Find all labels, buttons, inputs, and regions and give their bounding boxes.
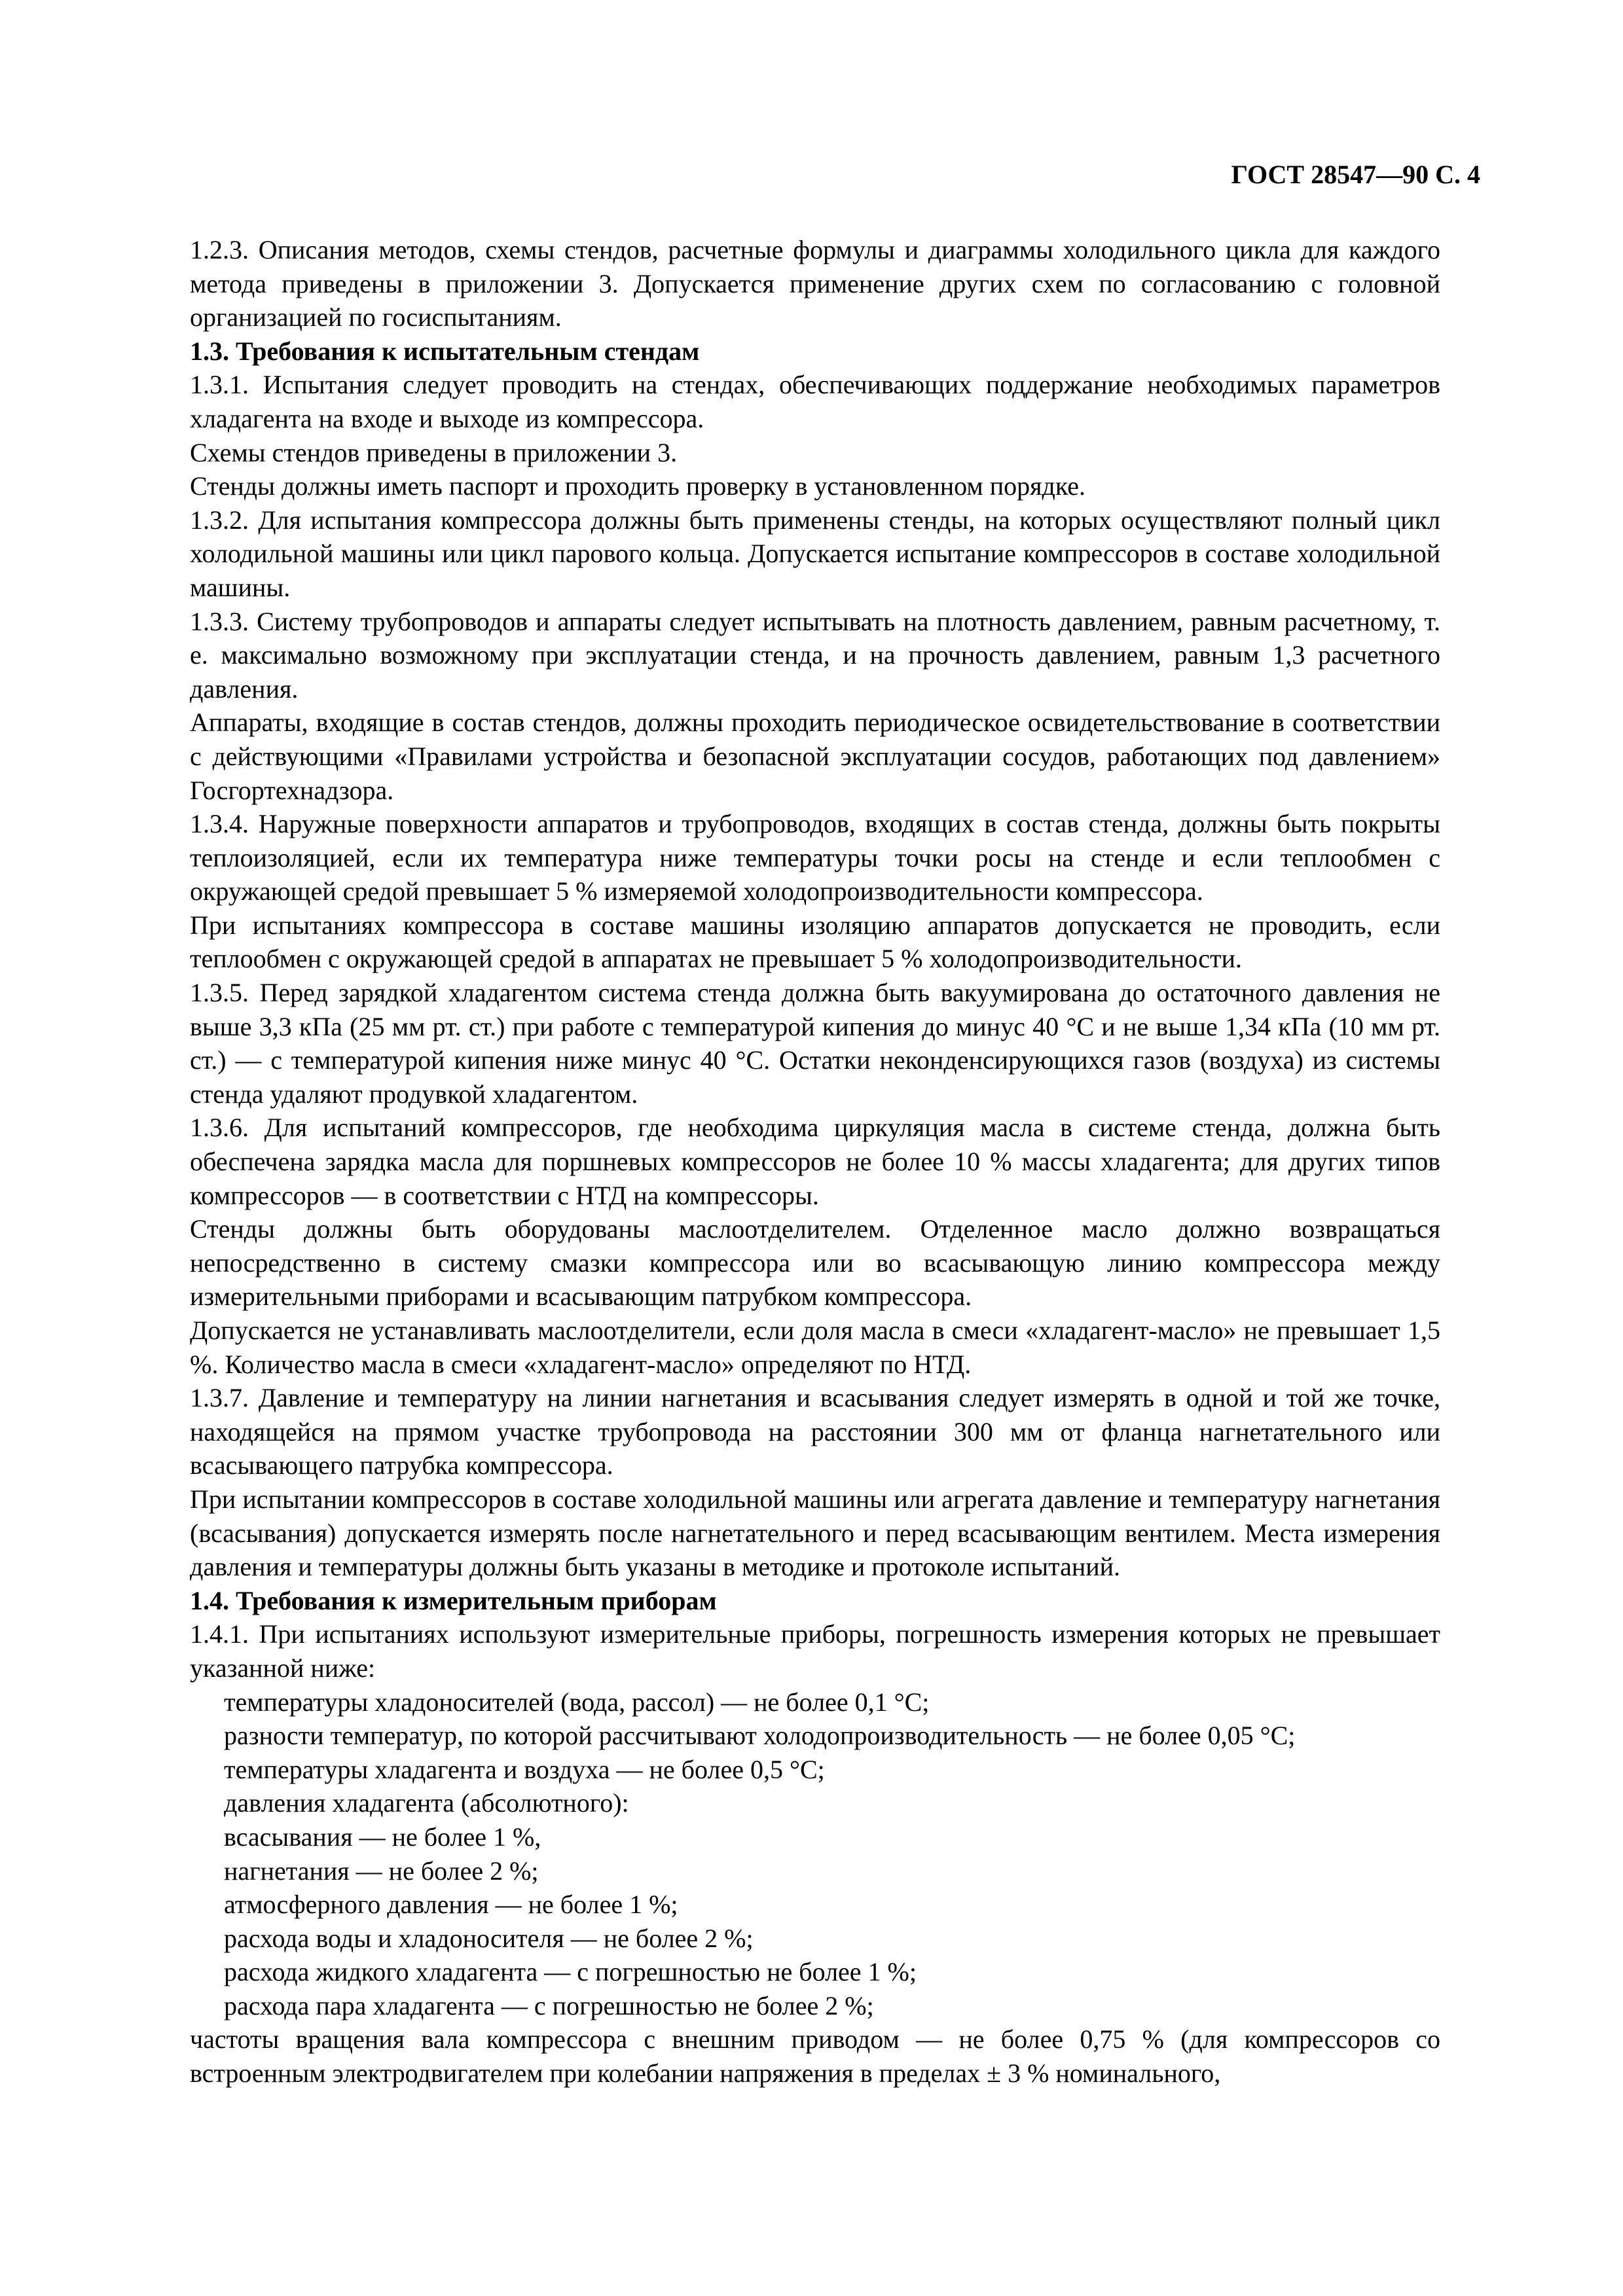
- list-item: разности температур, по которой рассчитывают холодопроизводительность — не более 0,05 °С;: [224, 1721, 1296, 1751]
- paragraph: 1.3.2. Для испытания компрессора должны быть применены стенды, на которых осуществляют полный цикл холодильной машины или цикл парового кольца. Допускается испытание компрессоров в составе холодильной машины.: [190, 505, 1440, 602]
- paragraph: 1.3.4. Наружные поверхности аппаратов и трубопроводов, входящих в состав стенда, должны быть покрыты теплоизоляцией, если их температура ниже температуры точки росы на стенде и если теплообмен с окружающей средой превышает 5 % измеряемой холодопроизводительности компрессора.: [190, 809, 1440, 906]
- paragraph: 1.4.1. При испытаниях используют измерительные приборы, погрешность измерения которых не превышает указанной ниже:: [190, 1619, 1440, 1683]
- list-item: температуры хладагента и воздуха — не более 0,5 °С;: [224, 1754, 825, 1784]
- list-item: расхода воды и хладоносителя — не более 2 %;: [224, 1923, 754, 1953]
- list-item: нагнетания — не более 2 %;: [224, 1856, 539, 1886]
- list-item: всасывания — не более 1 %,: [224, 1821, 541, 1852]
- paragraph: При испытаниях компрессора в составе машины изоляцию аппаратов допускается не проводить, если теплообмен с окружающей средой в аппаратах не превышает 5 % холодопроизводительности.: [190, 910, 1440, 974]
- paragraph: 1.3.1. Испытания следует проводить на стендах, обеспечивающих поддержание необходимых параметров хладагента на входе и выходе из компрессора.: [190, 370, 1440, 433]
- section-heading: 1.4. Требования к измерительным приборам: [190, 1585, 717, 1615]
- paragraph: частоты вращения вала компрессора с внешним приводом — не более 0,75 % (для компрессоров со встроенным электродвигателем при колебании напряжения в пределах ± 3 % номинального,: [190, 2024, 1440, 2089]
- paragraph: Допускается не устанавливать маслоотделители, если доля масла в смеси «хладагент-масло» не превышает 1,5 %. Количество масла в смеси «хладагент-масло» определяют по НТД.: [190, 1316, 1440, 1379]
- list-item: температуры хладоносителей (вода, рассол) — не более 0,1 °С;: [224, 1687, 930, 1717]
- paragraph: Стенды должны иметь паспорт и проходить проверку в установленном порядке.: [190, 471, 1086, 501]
- section-heading: 1.3. Требования к испытательным стендам: [190, 336, 700, 366]
- paragraph: Стенды должны быть оборудованы маслоотделителем. Отделенное масло должно возвращаться непосредственно в систему смазки компрессора или во всасывающую линию компрессора между измерительными приборами и всасывающим патрубком компрессора.: [190, 1214, 1440, 1312]
- paragraph: 1.2.3. Описания методов, схемы стендов, расчетные формулы и диаграммы холодильного цикла для каждого метода приведены в приложении 3. Допускается применение других схем по согласованию с головной организацией по госиспытаниям.: [190, 235, 1440, 332]
- paragraph: 1.3.6. Для испытаний компрессоров, где необходима циркуляция масла в системе стенда, должна быть обеспечена зарядка масла для поршневых компрессоров не более 10 % массы хладагента; для других типов компрессоров — в соответствии с НТД на компрессоры.: [190, 1113, 1440, 1210]
- list-item: давления хладагента (абсолютного):: [224, 1788, 629, 1818]
- paragraph: 1.3.7. Давление и температуру на линии нагнетания и всасывания следует измерять в одной и той же точке, находящейся на прямом участке трубопровода на расстоянии 300 мм от фланца нагнетательного или всасывающего патрубка компрессора.: [190, 1383, 1440, 1480]
- list-item: расхода пара хладагента — с погрешностью не более 2 %;: [224, 1990, 874, 2020]
- list-item: атмосферного давления — не более 1 %;: [224, 1890, 678, 1920]
- paragraph: 1.3.3. Систему трубопроводов и аппараты следует испытывать на плотность давлением, равным расчетному, т. е. максимально возможному при эксплуатации стенда, и на прочность давлением, равным 1,3 расчетного давления.: [190, 606, 1440, 704]
- paragraph: Схемы стендов приведены в приложении 3.: [190, 437, 678, 467]
- paragraph: 1.3.5. Перед зарядкой хладагентом система стенда должна быть вакуумирована до остаточного давления не выше 3,3 кПа (25 мм рт. ст.) при работе с температурой кипения до минус 40 °С и не выше 1,34 кПа (10 мм рт. ст.) — с температурой кипения ниже минус 40 °С. Остатки неконденсирующихся газов (воздуха) из системы стенда удаляют продувкой хладагентом.: [190, 978, 1440, 1109]
- page-header: ГОСТ 28547—90 С. 4: [1231, 160, 1480, 189]
- paragraph: Аппараты, входящие в состав стендов, должны проходить периодическое освидетельствование в соответствии с действующими «Правилами устройства и безопасной эксплуатации сосудов, работающих под давлением» Госгортехнадзора.: [190, 708, 1440, 805]
- paragraph: При испытании компрессоров в составе холодильной машины или агрегата давление и температуру нагнетания (всасывания) допускается измерять после нагнетательного и перед всасывающим вентилем. Места измерения давления и температуры должны быть указаны в методике и протоколе испытаний.: [190, 1484, 1440, 1582]
- list-item: расхода жидкого хладагента — с погрешностью не более 1 %;: [224, 1957, 917, 1987]
- document-body: [190, 233, 1440, 2090]
